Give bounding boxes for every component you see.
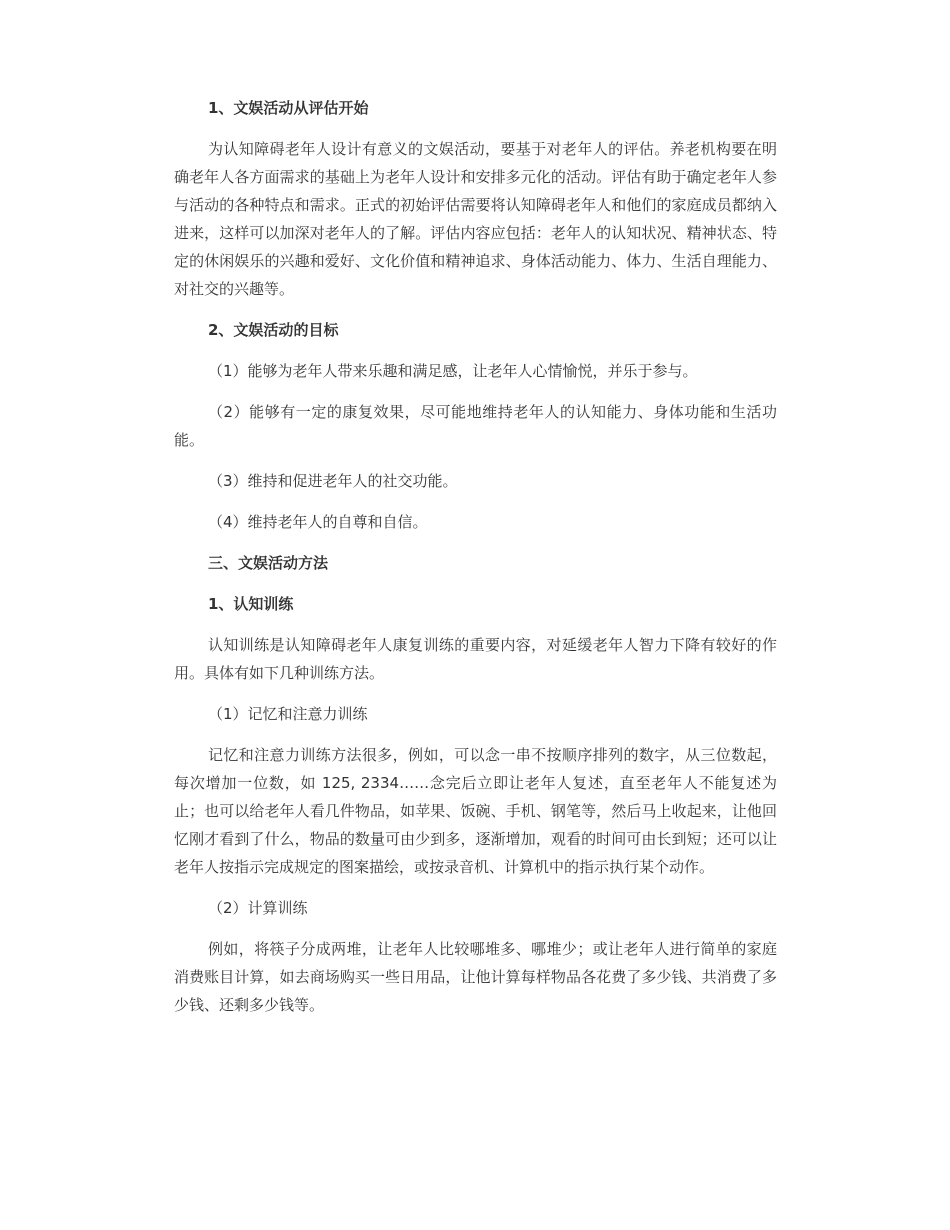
para-memory-title: （1）记忆和注意力训练 [208,705,368,723]
para-goal-1: （1）能够为老年人带来乐趣和满足感，让老年人心情愉悦，并乐于参与。 [208,362,698,380]
para-evaluation: 为认知障碍老年人设计有意义的文娱活动，要基于对老年人的评估。养老机构要在明确老年人各方面需求的基础上为老年人设计和安排多元化的活动。评估有助于确定老年人参与活动的各种特点和需求。正式的初始评估需要将认知障碍老年人和他们的家庭成员都纳入进来，这样可以加深对老年人的了解。评估内容应包括：老年人的认知状况、精神状态、特定的休闲娱乐的兴趣和爱好、文化价值和精神追求、身体活动能力、体力、生活自理能力、对社交的兴趣等。 [174,140,777,298]
document-body [174,94,777,1032]
para-goal-4: （4）维持老年人的自尊和自信。 [208,513,428,531]
para-memory-body: 记忆和注意力训练方法很多，例如，可以念一串不按顺序排列的数字，从三位数起，每次增加一位数，如 125, 2334……念完后立即让老年人复述，直至老年人不能复述为止；也可以给老年人看几件物品，如苹果、饭碗、手机、钢笔等，然后马上收起来，让他回忆刚才看到了什么，物品的数量可由少到多，逐渐增加，观看的时间可由长到短；还可以让老年人按指示完成规定的图案描绘，或按录音机、计算机中的指示执行某个动作。 [174,746,777,876]
para-calc-body: 例如，将筷子分成两堆，让老年人比较哪堆多、哪堆少；或让老年人进行简单的家庭消费账目计算，如去商场购买一些日用品，让他计算每样物品各花费了多少钱、共消费了多少钱、还剩多少钱等。 [174,940,777,1014]
para-goal-2: （2）能够有一定的康复效果，尽可能地维持老年人的认知能力、身体功能和生活功能。 [174,403,777,449]
heading-cognitive-training: 1、认知训练 [208,595,294,613]
heading-goals: 2、文娱活动的目标 [208,321,339,339]
para-cognitive-intro: 认知训练是认知障碍老年人康复训练的重要内容，对延缓老年人智力下降有较好的作用。具体有如下几种训练方法。 [174,636,777,682]
heading-evaluation: 1、文娱活动从评估开始 [208,99,369,117]
heading-methods: 三、文娱活动方法 [208,554,329,572]
para-goal-3: （3）维持和促进老年人的社交功能。 [208,472,458,490]
para-calc-title: （2）计算训练 [208,899,308,917]
